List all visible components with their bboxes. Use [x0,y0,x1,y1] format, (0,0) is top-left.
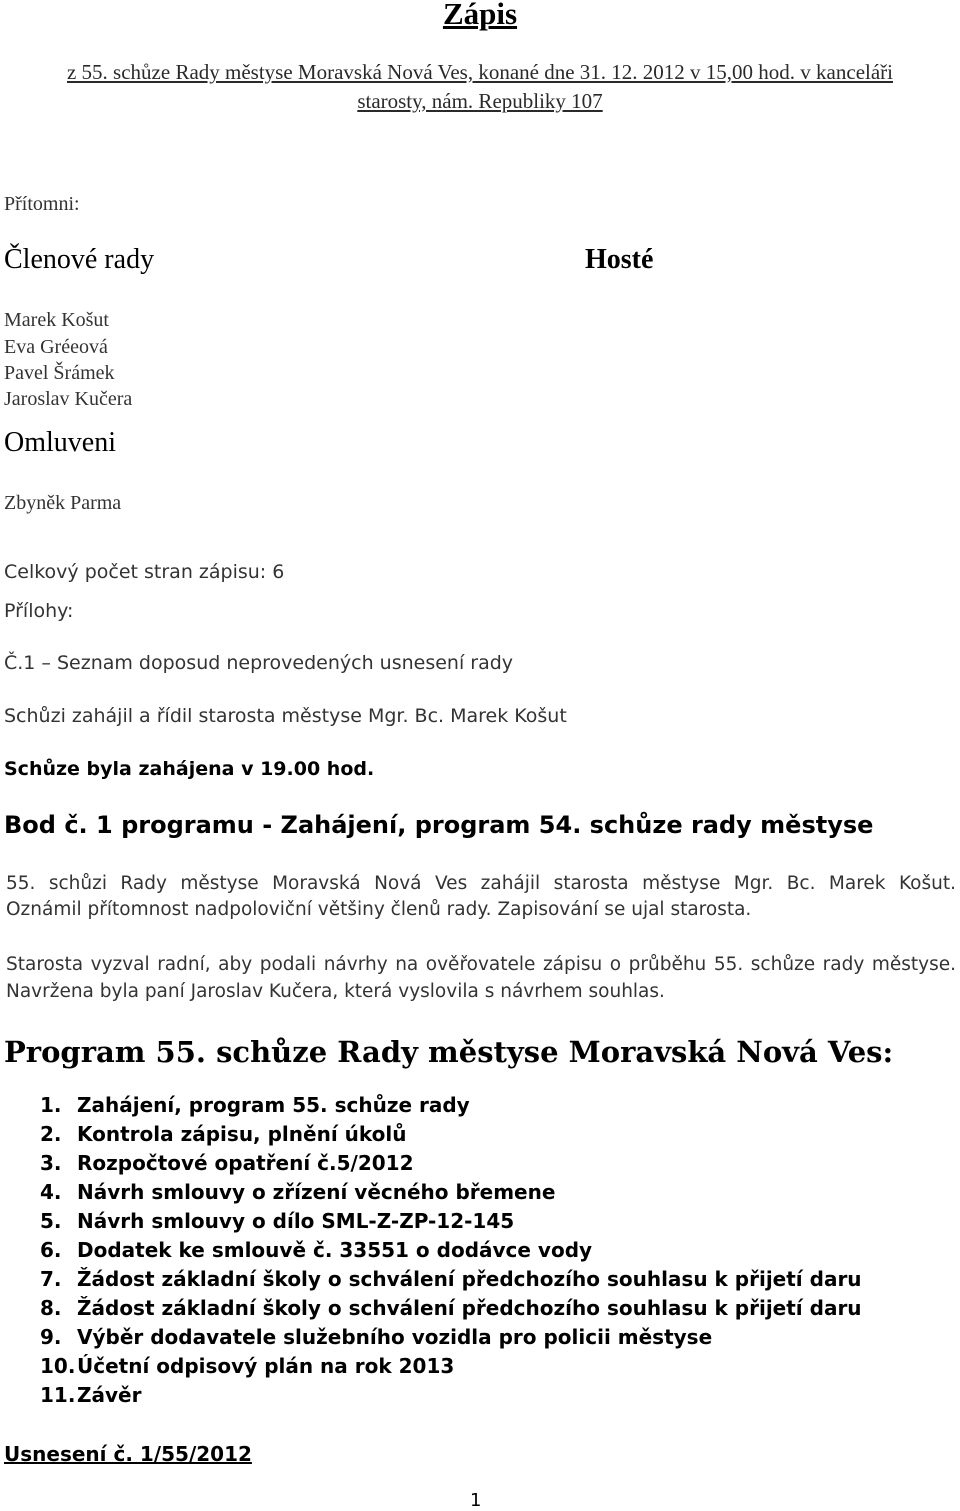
program-item-text: Závěr [77,1383,142,1407]
program-item-text: Rozpočtové opatření č.5/2012 [77,1151,414,1175]
paragraph-line: Oznámil přítomnost nadpoloviční většiny členů rady. Zapisování se ujal starosta. [6,899,752,920]
agenda-item-heading: Bod č. 1 programu - Zahájení, program 54. schůze rady městyse [4,811,874,839]
page-number: 1 [470,1490,482,1511]
attachment-item: Č.1 – Seznam doposud neprovedených usnesení rady [4,652,514,674]
member-name: Pavel Šrámek [4,362,115,384]
program-item-text: Účetní odpisový plán na rok 2013 [77,1354,455,1378]
program-item-number: 5. [40,1209,62,1233]
member-name: Eva Gréeová [4,336,108,358]
program-item [40,1325,712,1349]
program-item-number: 7. [40,1267,62,1291]
program-item-number: 6. [40,1238,62,1262]
program-item [40,1180,555,1204]
excused-heading: Omluveni [4,427,116,458]
document-title: Zápis [442,0,518,31]
meeting-subtitle-line-1: z 55. schůze Rady městyse Moravská Nová Ves, konané dne 31. 12. 2012 v 15,00 hod. v kanceláři [66,60,893,84]
resolution-heading: Usnesení č. 1/55/2012 [4,1442,252,1466]
program-item [40,1296,862,1320]
attachments-label: Přílohy: [4,600,74,622]
program-item [40,1209,514,1233]
program-item-text: Zahájení, program 55. schůze rady [77,1093,470,1117]
program-item-text: Návrh smlouvy o dílo SML-Z-ZP-12-145 [77,1209,515,1233]
paragraph-line: 55. schůzi Rady městyse Moravská Nová Ves zahájil starosta městyse Mgr. Bc. Marek Košut. [6,873,956,894]
member-name: Marek Košut [4,309,109,331]
program-item-number: 10. [40,1354,76,1378]
program-item [40,1354,454,1378]
program-item-number: 4. [40,1180,62,1204]
program-item-text: Žádost základní školy o schválení předchozího souhlasu k přijetí daru [77,1267,862,1291]
program-item [40,1238,592,1262]
program-item [40,1122,406,1146]
program-item-text: Výběr dodavatele služebního vozidla pro policii městyse [77,1325,713,1349]
program-item-text: Návrh smlouvy o zřízení věcného břemene [77,1180,556,1204]
member-name: Jaroslav Kučera [4,388,133,410]
excused-name: Zbyněk Parma [4,492,122,514]
program-heading: Program 55. schůze Rady městyse Moravská Nová Ves: [4,1035,894,1069]
program-item-number: 8. [40,1296,62,1320]
guests-heading: Hosté [585,244,654,275]
program-item-number: 1. [40,1093,62,1117]
meeting-subtitle-line-2: starosty, nám. Republiky 107 [357,89,603,113]
paragraph-line: Navržena byla paní Jaroslav Kučera, která vyslovila s návrhem souhlas. [6,981,665,1002]
program-item-number: 3. [40,1151,62,1175]
page-count: Celkový počet stran zápisu: 6 [4,561,285,583]
paragraph-line: Starosta vyzval radní, aby podali návrhy na ověřovatele zápisu o průběhu 55. schůze rady městyse. [6,954,956,975]
program-item-number: 11. [40,1383,76,1407]
program-item-number: 9. [40,1325,62,1349]
program-item [40,1267,862,1291]
program-item-number: 2. [40,1122,62,1146]
members-heading: Členové rady [4,244,155,275]
start-time: Schůze byla zahájena v 19.00 hod. [4,758,375,780]
program-item [40,1093,470,1117]
program-item [40,1151,414,1175]
program-item-text: Kontrola zápisu, plnění úkolů [77,1122,407,1146]
program-item [40,1383,141,1407]
program-item-text: Žádost základní školy o schválení předchozího souhlasu k přijetí daru [77,1296,862,1320]
chair-statement: Schůzi zahájil a řídil starosta městyse Mgr. Bc. Marek Košut [4,705,567,727]
present-label: Přítomni: [4,193,80,215]
program-item-text: Dodatek ke smlouvě č. 33551 o dodávce vody [77,1238,593,1262]
